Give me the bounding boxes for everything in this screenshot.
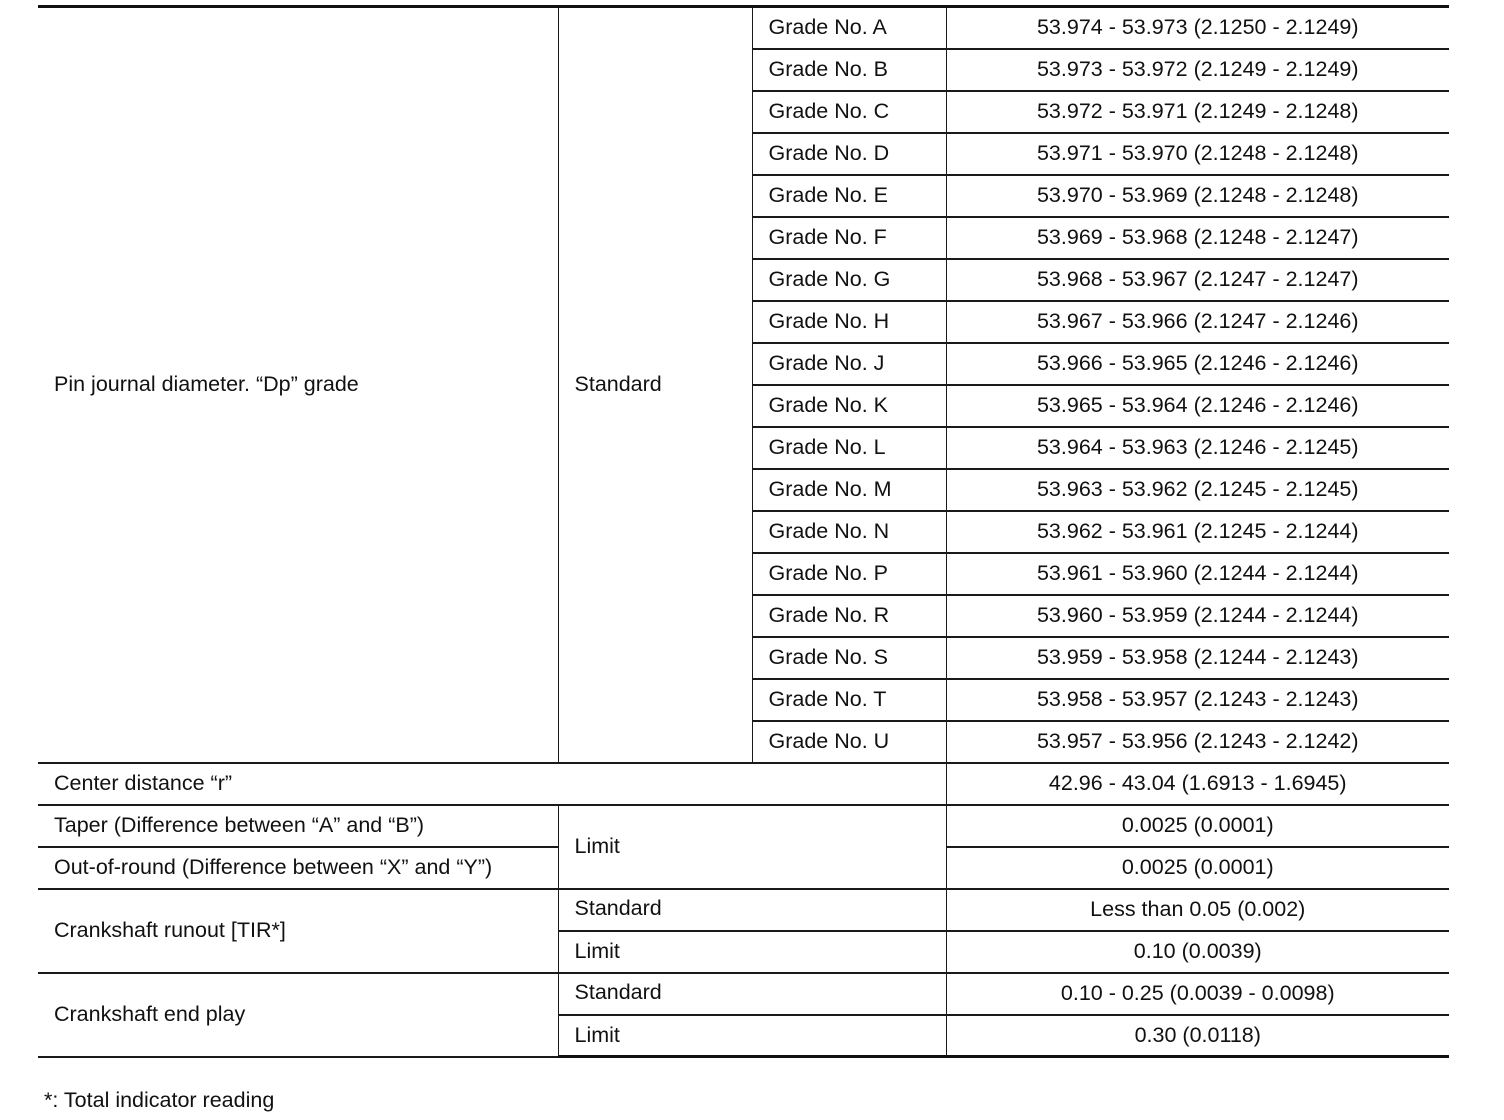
runout-limit-label: Limit xyxy=(558,931,946,973)
grade-value: 53.973 - 53.972 (2.1249 - 2.1249) xyxy=(946,49,1449,91)
runout-label: Crankshaft runout [TIR*] xyxy=(38,889,558,973)
footnote: *: Total indicator reading xyxy=(44,1088,275,1112)
grade-value: 53.969 - 53.968 (2.1248 - 2.1247) xyxy=(946,217,1449,259)
grade-value: 53.972 - 53.971 (2.1249 - 2.1248) xyxy=(946,91,1449,133)
grade-label: Grade No. T xyxy=(752,679,946,721)
runout-limit-value: 0.10 (0.0039) xyxy=(946,931,1449,973)
center-distance-label: Center distance “r” xyxy=(38,763,946,805)
grade-label: Grade No. F xyxy=(752,217,946,259)
grade-label: Grade No. A xyxy=(752,7,946,49)
grade-label: Grade No. L xyxy=(752,427,946,469)
grade-label: Grade No. D xyxy=(752,133,946,175)
taper-label: Taper (Difference between “A” and “B”) xyxy=(38,805,558,847)
grade-value: 53.966 - 53.965 (2.1246 - 2.1246) xyxy=(946,343,1449,385)
end-play-limit-label: Limit xyxy=(558,1015,946,1057)
grade-label: Grade No. R xyxy=(752,595,946,637)
grade-label: Grade No. E xyxy=(752,175,946,217)
grade-value: 53.971 - 53.970 (2.1248 - 2.1248) xyxy=(946,133,1449,175)
grade-label: Grade No. P xyxy=(752,553,946,595)
runout-standard-label: Standard xyxy=(558,889,946,931)
crankshaft-spec-table xyxy=(38,5,1449,1058)
grade-label: Grade No. H xyxy=(752,301,946,343)
taper-row xyxy=(38,805,1449,847)
grade-label: Grade No. B xyxy=(752,49,946,91)
end-play-standard-value: 0.10 - 0.25 (0.0039 - 0.0098) xyxy=(946,973,1449,1015)
grade-value: 53.967 - 53.966 (2.1247 - 2.1246) xyxy=(946,301,1449,343)
out-of-round-label: Out-of-round (Difference between “X” and “Y”) xyxy=(38,847,558,889)
grade-label: Grade No. C xyxy=(752,91,946,133)
out-of-round-value: 0.0025 (0.0001) xyxy=(946,847,1449,889)
grade-label: Grade No. N xyxy=(752,511,946,553)
taper-limit-label: Limit xyxy=(558,805,946,889)
spec-table-body xyxy=(38,7,1449,1057)
runout-standard-value: Less than 0.05 (0.002) xyxy=(946,889,1449,931)
pin-journal-label: Pin journal diameter. “Dp” grade xyxy=(38,7,558,763)
grade-label: Grade No. J xyxy=(752,343,946,385)
grade-value: 53.964 - 53.963 (2.1246 - 2.1245) xyxy=(946,427,1449,469)
grade-value: 53.968 - 53.967 (2.1247 - 2.1247) xyxy=(946,259,1449,301)
grade-value: 53.957 - 53.956 (2.1243 - 2.1242) xyxy=(946,721,1449,763)
grade-label: Grade No. S xyxy=(752,637,946,679)
grade-value: 53.959 - 53.958 (2.1244 - 2.1243) xyxy=(946,637,1449,679)
taper-value: 0.0025 (0.0001) xyxy=(946,805,1449,847)
grade-value: 53.961 - 53.960 (2.1244 - 2.1244) xyxy=(946,553,1449,595)
pin-journal-standard-label: Standard xyxy=(558,7,752,763)
center-distance-row xyxy=(38,763,1449,805)
grade-label: Grade No. G xyxy=(752,259,946,301)
grade-value: 53.962 - 53.961 (2.1245 - 2.1244) xyxy=(946,511,1449,553)
grade-row xyxy=(38,7,1449,49)
end-play-label: Crankshaft end play xyxy=(38,973,558,1057)
grade-value: 53.958 - 53.957 (2.1243 - 2.1243) xyxy=(946,679,1449,721)
grade-label: Grade No. U xyxy=(752,721,946,763)
grade-value: 53.970 - 53.969 (2.1248 - 2.1248) xyxy=(946,175,1449,217)
center-distance-value: 42.96 - 43.04 (1.6913 - 1.6945) xyxy=(946,763,1449,805)
grade-value: 53.965 - 53.964 (2.1246 - 2.1246) xyxy=(946,385,1449,427)
grade-value: 53.960 - 53.959 (2.1244 - 2.1244) xyxy=(946,595,1449,637)
runout-standard-row xyxy=(38,889,1449,931)
end-play-standard-label: Standard xyxy=(558,973,946,1015)
grade-label: Grade No. K xyxy=(752,385,946,427)
grade-value: 53.963 - 53.962 (2.1245 - 2.1245) xyxy=(946,469,1449,511)
grade-label: Grade No. M xyxy=(752,469,946,511)
grade-value: 53.974 - 53.973 (2.1250 - 2.1249) xyxy=(946,7,1449,49)
end-play-limit-value: 0.30 (0.0118) xyxy=(946,1015,1449,1057)
end-play-standard-row xyxy=(38,973,1449,1015)
